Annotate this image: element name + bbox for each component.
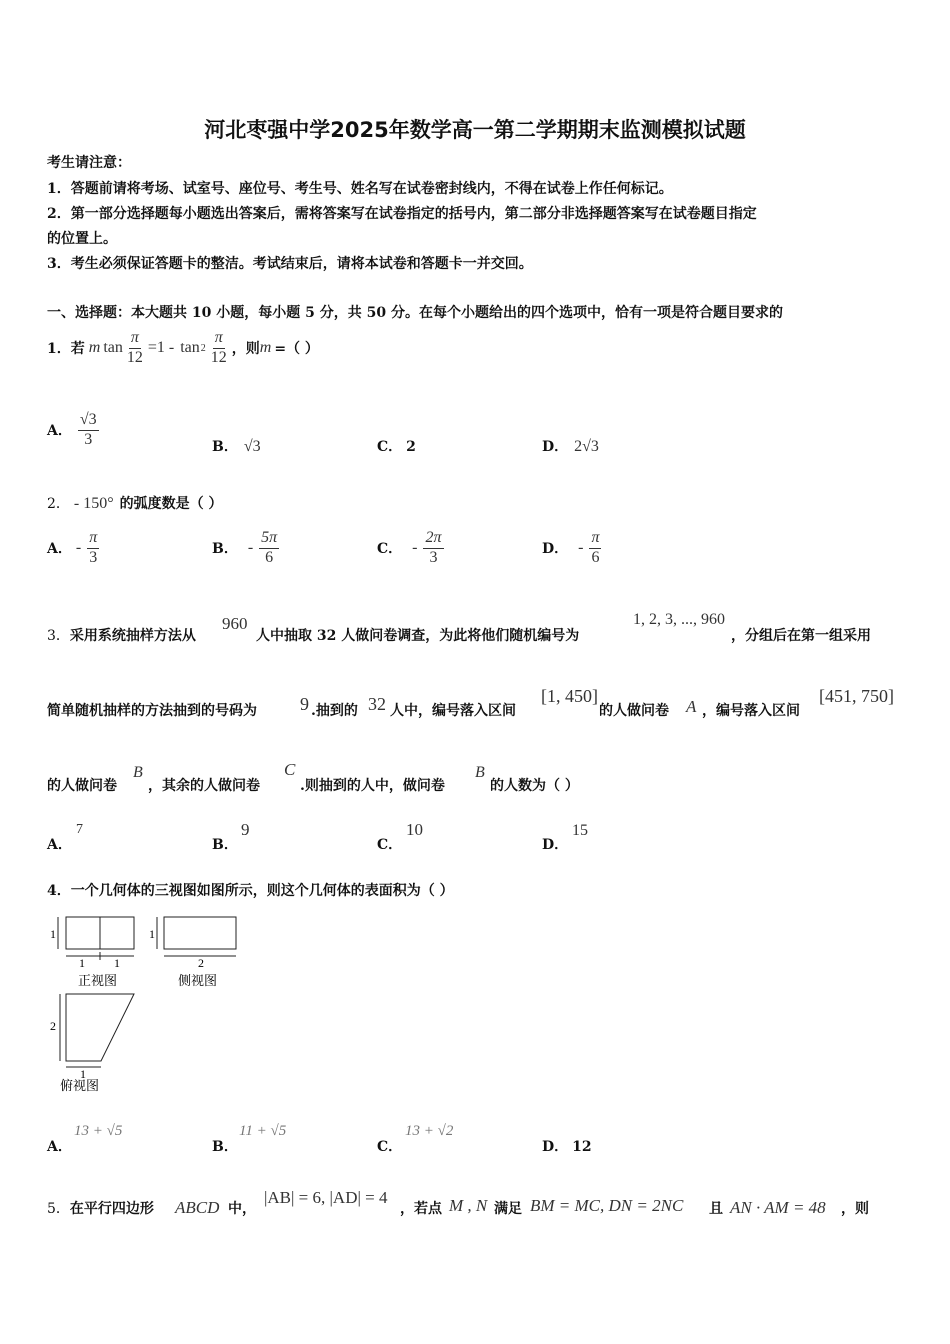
section-heading: 一、选择题：本大题共 10 小题，每小题 5 分，共 50 分。在每个小题给出的四个选项中，恰有一项是符合题目要求的 [47,305,783,321]
q3-text: ，编号落入区间 [702,703,800,719]
option-value: 15 [572,822,588,839]
question-1 [47,330,319,367]
q3-option-b[interactable] [212,834,238,854]
question-4: 4．一个几何体的三视图如图所示，则这个几何体的表面积为（ ） [47,883,454,899]
option-sign: - [247,539,254,557]
option-value: 13 + √2 [405,1123,454,1139]
front-height-label: 1 [50,927,56,941]
q2-text: 的弧度数是（ ） [119,496,223,512]
q5-text: 中， [228,1201,256,1217]
notice-heading: 考生请注意： [47,155,131,171]
option-num: 5π [259,530,279,549]
q2-option-c[interactable] [377,530,444,567]
q1-fraction2 [209,330,229,367]
front-width-label: 1 [114,956,120,970]
option-label: B． [212,541,238,558]
q4-option-d[interactable] [542,1136,592,1156]
q5-text: 满足 [494,1201,522,1217]
q3-line-1 [47,625,196,645]
q3-line-3: 的人做问卷 [47,778,117,794]
option-label: B． [212,1139,238,1155]
q4-option-a[interactable] [47,1136,72,1156]
q5-condition-1: |AB| = 6, |AD| = 4 [264,1188,388,1207]
q3-A: A [686,697,697,716]
front-width-label: 1 [79,956,85,970]
q3-number: 3． [47,628,70,644]
option-den: 3 [429,548,438,566]
q3-text: .则抽到的人中，做问卷 [300,778,445,794]
option-value: 9 [241,820,250,839]
q3-text: 的人数为（ ） [490,778,579,794]
q1-equals: =1 - [147,339,175,357]
q1-twelve: 12 [126,348,143,366]
option-value: 13 + √5 [74,1123,123,1139]
top-view-label: 俯视图 [60,1078,100,1093]
option-den: 6 [265,548,274,566]
q3-text: 人中抽取 32 人做问卷调查，为此将他们随机编号为 [256,628,580,644]
q1-number: 1．若 [47,341,85,358]
q1-twelve2: 12 [210,348,227,366]
option-sign: - [412,539,418,557]
q1-option-d[interactable] [542,436,599,456]
option-num: π [87,530,99,549]
notice-item: 1．答题前请将考场、试室号、座位号、考生号、姓名写在试卷密封线内，不得在试卷上作任何标记。 [47,181,673,197]
q3-text: 人中，编号落入区间 [390,703,516,719]
option-label: B． [212,439,238,455]
q3-option-d[interactable] [542,834,568,854]
option-label: B． [212,837,238,853]
q2-number: 2． [47,496,70,512]
side-height-label: 1 [149,927,155,941]
option-fraction [87,530,99,567]
q3-option-a[interactable] [47,834,72,854]
option-label: C． [377,541,403,558]
option-value: 7 [76,822,83,837]
option-fraction [78,412,99,449]
q2-angle: - 150° [73,495,114,512]
q3-text: ，分组后在第一组采用 [731,628,871,644]
option-den: 6 [591,548,600,566]
q2-option-d[interactable] [542,530,601,567]
option-label: A． [47,837,72,853]
notice-item: 2．第一部分选择题每小题选出答案后，需将答案写在试卷指定的括号内，第二部分非选择题答案写在试卷题目指定 [47,206,757,222]
q1-fraction [125,330,145,367]
q2-option-a[interactable] [47,530,99,567]
q3-text: 的人做问卷 [599,703,669,719]
option-num: √3 [78,412,99,431]
q4-option-b[interactable] [212,1136,238,1156]
top-width-label: 1 [80,1067,86,1081]
option-label: C． [377,837,403,853]
option-label: A． [47,423,72,440]
q5-condition-2: BM = MC, DN = 2NC [530,1196,684,1215]
option-label: A． [47,541,72,558]
q3-interval-2: [451, 750] [819,686,894,706]
q1-option-c[interactable] [377,436,416,456]
option-fraction [423,530,443,567]
q1-option-a[interactable] [47,412,99,449]
option-den: 3 [84,430,93,448]
notice-item: 3．考生必须保证答题卡的整洁。考试结束后，请将本试卷和答题卡一并交回。 [47,256,533,272]
q5-text: 且 [709,1201,723,1217]
q5-text: ，则 [841,1201,869,1217]
option-sign: - [75,539,82,557]
q1-m2: m [259,339,272,357]
q5-points: M , N [449,1196,488,1215]
q3-9: 9 [300,694,309,714]
option-fraction [259,530,279,567]
option-value: 10 [406,820,423,839]
q3-sequence: 1, 2, 3, ..., 960 [633,611,725,628]
option-num: 2π [423,530,443,549]
q5-text: 在平行四边形 [69,1201,154,1217]
top-view-shape [66,994,134,1061]
q1-square: 2 [200,342,206,354]
q3-interval-1: [1, 450] [541,686,598,706]
q1-pi: π [129,330,141,349]
option-value: √3 [243,438,261,455]
option-label: C． [377,1139,403,1155]
option-label: C． [377,439,403,455]
option-label: A． [47,1139,72,1155]
q5-abcd: ABCD [175,1198,220,1217]
question-5 [47,1198,154,1218]
q5-number: 5． [47,1201,70,1217]
option-sign: - [578,539,584,557]
q3-text: ，其余的人做问卷 [148,778,260,794]
q2-option-b[interactable] [212,530,279,567]
option-label: D． [542,541,569,558]
option-num: π [589,530,601,549]
q5-condition-3: AN · AM = 48 [730,1198,826,1217]
option-label: D． [542,439,569,455]
option-value: 12 [572,1139,592,1155]
top-height-label: 2 [50,1019,56,1033]
q1-pi2: π [213,330,225,349]
three-view-figure [44,910,254,1100]
option-value: 2 [406,439,416,455]
q4-option-c[interactable] [377,1136,402,1156]
side-width-label: 2 [198,956,204,970]
q3-text: .抽到的 [311,703,358,719]
q3-32: 32 [368,694,386,714]
option-value: 11 + √5 [239,1123,287,1139]
q1-option-b[interactable] [212,436,261,456]
option-den: 3 [89,548,98,566]
notice-item: 的位置上。 [47,231,117,247]
q3-option-c[interactable] [377,834,402,854]
q3-B: B [133,764,143,781]
q1-tan2: tan [180,339,200,357]
page-title: 河北枣强中学2025年数学高一第二学期期末监测模拟试题 [204,118,746,142]
q1-tan: tan [103,339,123,357]
front-view-label: 正视图 [78,973,118,988]
q1-then: ，则 [231,341,260,358]
option-label: D． [542,837,569,853]
q3-text: 采用系统抽样方法从 [69,628,196,644]
q3-B2: B [475,764,485,781]
side-view-rect [164,917,236,949]
q5-text: ，若点 [400,1201,442,1217]
option-value: 2√3 [574,438,599,455]
q3-C: C [284,760,296,779]
q3-960: 960 [222,614,248,633]
option-fraction [589,530,601,567]
question-2 [47,493,223,513]
q1-end: =（ ） [274,341,319,358]
side-view-label: 侧视图 [178,973,218,988]
q3-line-2: 简单随机抽样的方法抽到的号码为 [47,703,257,719]
option-label: D． [542,1139,569,1155]
q1-m: m [88,339,101,357]
